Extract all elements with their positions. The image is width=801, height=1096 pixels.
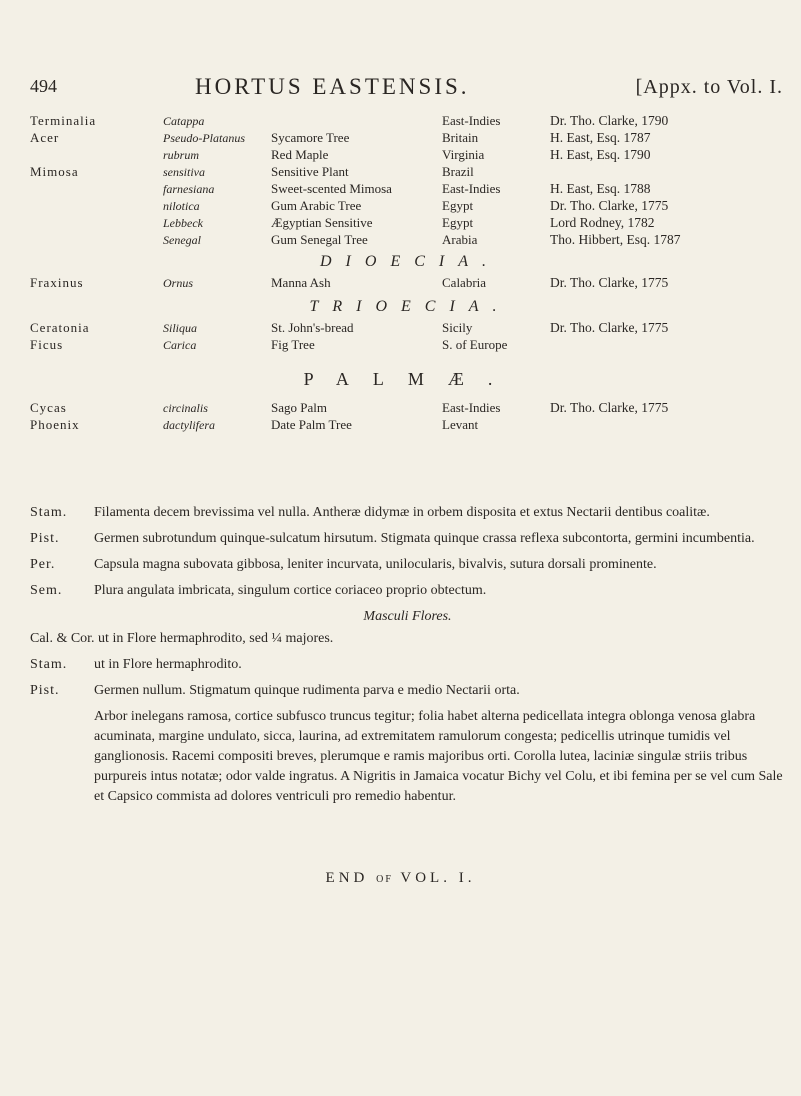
label-sem: Sem. — [30, 583, 63, 598]
label-per: Per. — [30, 557, 56, 572]
origin: Egypt — [442, 215, 474, 230]
label-stam: Stam. — [30, 505, 68, 520]
origin: Arabia — [442, 232, 478, 247]
common-name: Sweet-scented Mimosa — [271, 181, 392, 196]
common-name: St. John's-bread — [271, 320, 354, 335]
text-sem: Plura angulata imbricata, singulum cortice coriaceo proprio obtectum. — [94, 583, 487, 598]
genus: Mimosa — [30, 164, 79, 179]
paragraph-arbor: Arbor inelegans ramosa, cortice subfusco truncus tegitur; folia habet alterna pedicellata integra oblonga venosa glabra acuminata, margine undulato, sicca, laurina, ad extremitatem ramulorum congesta; pedicellis utrinque tumidis vel ganglionosis. Racemi compositi breves, plerumque e ramis majoribus orti. Corolla lutea, laciniæ singulæ striis tribus purpureis intus notatæ; odor valde ingratus. A Nigritis in Jamaica vocatur Bichy vel Colu, et ibi femina per se vel cum Sale et Capsico commista ad dolores ventriculi pro remedio habentur. — [94, 709, 783, 804]
species: Catappa — [163, 114, 205, 128]
introduced-by: Dr. Tho. Clarke, 1790 — [550, 113, 669, 128]
table-row — [30, 319, 790, 337]
common-name: Gum Arabic Tree — [271, 198, 362, 213]
page-number: 494 — [30, 76, 57, 96]
paragraph-pist-male — [30, 681, 785, 701]
common-name: Sago Palm — [271, 400, 327, 415]
introduced-by: Lord Rodney, 1782 — [550, 215, 655, 230]
species: Senegal — [163, 233, 201, 247]
paragraph-sem — [30, 581, 785, 601]
introduced-by: H. East, Esq. 1787 — [550, 130, 651, 145]
text-pist-male: Germen nullum. Stigmatum quinque rudimenta parva e medio Nectarii orta. — [94, 683, 520, 698]
paragraph-stam — [30, 503, 785, 523]
table-row — [30, 146, 790, 164]
common-name: Sensitive Plant — [271, 164, 349, 179]
class-heading-palmae: PALMÆ. — [303, 369, 517, 389]
species: Lebbeck — [163, 216, 203, 230]
text-per: Capsula magna subovata gibbosa, leniter incurvata, unilocularis, bivalvis, sutura dorsali prominente. — [94, 557, 657, 572]
common-name: Sycamore Tree — [271, 130, 350, 145]
subheading-masculi-flores: Masculi Flores. — [363, 609, 452, 624]
genus: Ceratonia — [30, 320, 90, 335]
species: Carica — [163, 338, 197, 352]
origin: East-Indies — [442, 181, 501, 196]
table-row — [30, 274, 790, 292]
origin: East-Indies — [442, 400, 501, 415]
label-pist: Pist. — [30, 531, 60, 546]
botanical-description — [30, 503, 785, 807]
genus: Phoenix — [30, 417, 80, 432]
genus: Fraxinus — [30, 275, 84, 290]
species: farnesiana — [163, 182, 215, 196]
class-heading-trioecia: TRIOECIA. — [309, 298, 511, 315]
origin: Britain — [442, 130, 479, 145]
introduced-by: Dr. Tho. Clarke, 1775 — [550, 400, 669, 415]
genus: Terminalia — [30, 113, 97, 128]
origin: Calabria — [442, 275, 487, 290]
common-name: Ægyptian Sensitive — [271, 215, 373, 230]
table-row — [30, 112, 790, 130]
table-row — [30, 231, 790, 249]
genus: Acer — [30, 130, 60, 145]
table-row — [30, 129, 790, 147]
table-row — [30, 399, 790, 417]
text-pist: Germen subrotundum quinque-sulcatum hirsutum. Stigmata quinque crassa reflexa subcontorta, germini incumbentia. — [94, 531, 755, 546]
paragraph-stam-male — [30, 655, 785, 675]
species: rubrum — [163, 148, 200, 162]
class-heading-dioecia: DIOECIA. — [320, 253, 500, 270]
origin: Sicily — [442, 320, 473, 335]
species: sensitiva — [163, 165, 205, 179]
introduced-by: Dr. Tho. Clarke, 1775 — [550, 320, 669, 335]
label-stam-male: Stam. — [30, 657, 68, 672]
appendix-reference: [Appx. to Vol. I. — [635, 76, 783, 98]
introduced-by: Dr. Tho. Clarke, 1775 — [550, 198, 669, 213]
species: Siliqua — [163, 321, 198, 335]
table-row — [30, 197, 790, 215]
species: nilotica — [163, 199, 200, 213]
paragraph-pist — [30, 529, 785, 549]
common-name: Fig Tree — [271, 337, 315, 352]
table-row — [30, 214, 790, 232]
of-word: OF — [376, 874, 393, 885]
species: Pseudo-Platanus — [163, 131, 245, 145]
introduced-by: H. East, Esq. 1788 — [550, 181, 651, 196]
introduced-by: H. East, Esq. 1790 — [550, 147, 651, 162]
table-row — [30, 336, 790, 354]
running-header — [0, 76, 801, 102]
label-pist-male: Pist. — [30, 683, 60, 698]
table-row — [30, 163, 790, 181]
genus: Cycas — [30, 400, 67, 415]
origin: Virginia — [442, 147, 485, 162]
text-stam-male: ut in Flore hermaphrodito. — [94, 657, 242, 672]
origin: Levant — [442, 417, 479, 432]
end-word: END — [325, 870, 369, 886]
species: circinalis — [163, 401, 208, 415]
species: Ornus — [163, 276, 194, 290]
table-row — [30, 416, 790, 434]
origin: East-Indies — [442, 113, 501, 128]
common-name: Date Palm Tree — [271, 417, 352, 432]
origin: S. of Europe — [442, 337, 508, 352]
text-stam: Filamenta decem brevissima vel nulla. Antheræ didymæ in orbem disposita et extus Nectarii dentibus coalitæ. — [94, 505, 710, 520]
introduced-by: Tho. Hibbert, Esq. 1787 — [550, 232, 681, 247]
paragraph-per — [30, 555, 785, 575]
introduced-by: Dr. Tho. Clarke, 1775 — [550, 275, 669, 290]
origin: Egypt — [442, 198, 474, 213]
paragraph-cal-cor: Cal. & Cor. ut in Flore hermaphrodito, sed ¼ majores. — [30, 631, 334, 646]
common-name: Red Maple — [271, 147, 329, 162]
running-title: HORTUS EASTENSIS. — [195, 74, 470, 99]
table-row — [30, 180, 790, 198]
origin: Brazil — [442, 164, 474, 179]
common-name: Gum Senegal Tree — [271, 232, 368, 247]
species: dactylifera — [163, 418, 215, 432]
common-name: Manna Ash — [271, 275, 331, 290]
volume-word: VOL. I. — [400, 870, 476, 886]
end-of-volume — [0, 870, 801, 887]
genus: Ficus — [30, 337, 64, 352]
